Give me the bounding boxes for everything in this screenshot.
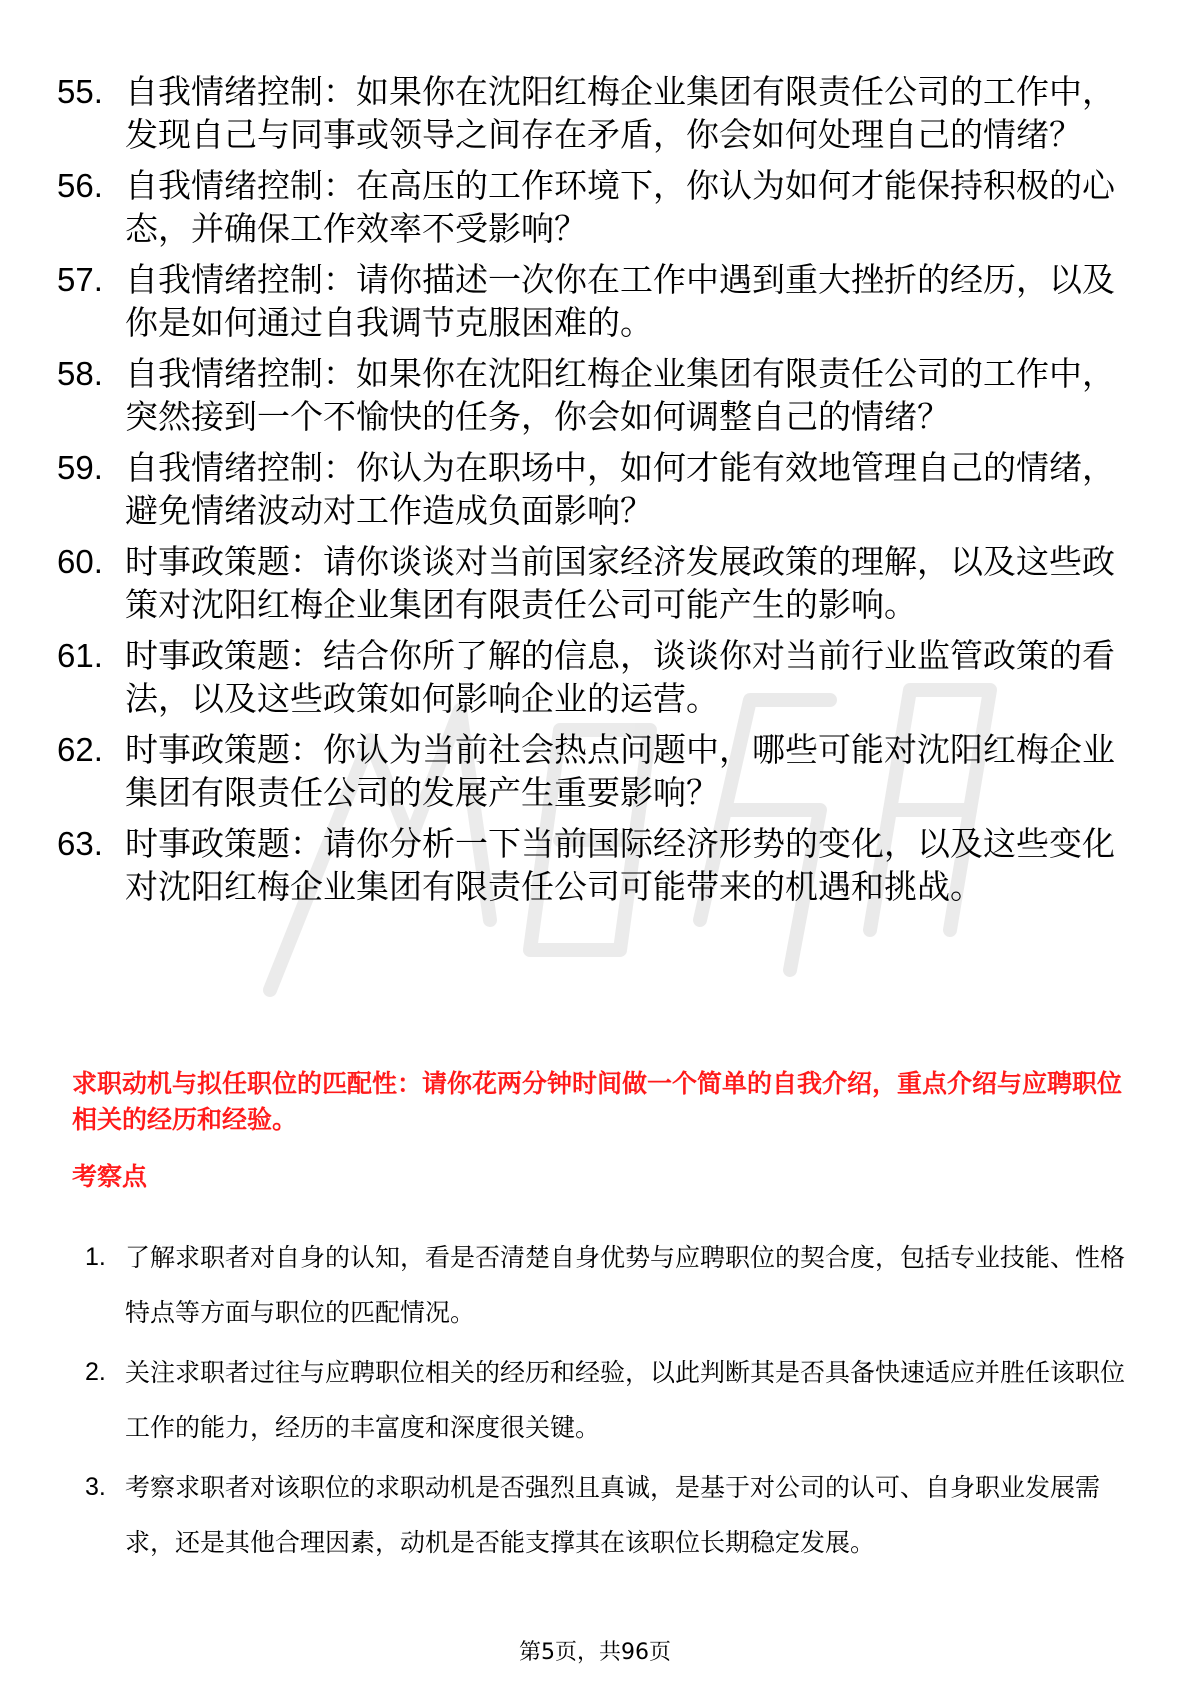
point-number: 1. <box>85 1243 106 1271</box>
point-text: 关注求职者过往与应聘职位相关的经历和经验，以此判断其是否具备快速适应并胜任该职位工作的能力，经历的丰富度和深度很关键。 <box>125 1358 1126 1442</box>
point-text: 考察求职者对该职位的求职动机是否强烈且真诚，是基于对公司的认可、自身职业发展需求，还是其他合理因素，动机是否能支撑其在该职位长期稳定发展。 <box>125 1473 1101 1557</box>
question-number: 63. <box>57 825 103 862</box>
points-heading: 考察点 <box>72 1162 148 1191</box>
question-item <box>57 540 1137 626</box>
question-list <box>57 70 1137 908</box>
page-footer: 第5页，共96页 <box>519 1640 671 1665</box>
point-number: 3. <box>85 1473 106 1501</box>
question-text: 时事政策题：结合你所了解的信息，谈谈你对当前行业监管政策的看法，以及这些政策如何影响企业的运营。 <box>125 636 1115 718</box>
point-item <box>85 1230 1125 1340</box>
question-number: 62. <box>57 731 103 768</box>
question-text: 自我情绪控制：如果你在沈阳红梅企业集团有限责任公司的工作中，发现自己与同事或领导之间存在矛盾，你会如何处理自己的情绪？ <box>125 72 1115 154</box>
question-item <box>57 634 1137 720</box>
question-item <box>57 728 1137 814</box>
question-number: 60. <box>57 543 103 580</box>
question-item <box>57 822 1137 908</box>
question-text: 自我情绪控制：在高压的工作环境下，你认为如何才能保持积极的心态，并确保工作效率不受影响？ <box>125 166 1115 248</box>
question-item <box>57 70 1137 156</box>
point-text: 了解求职者对自身的认知，看是否清楚自身优势与应聘职位的契合度，包括专业技能、性格特点等方面与职位的匹配情况。 <box>125 1243 1126 1327</box>
question-number: 55. <box>57 73 103 110</box>
points-list <box>85 1230 1125 1575</box>
question-item <box>57 164 1137 250</box>
question-item <box>57 352 1137 438</box>
question-item <box>57 446 1137 532</box>
point-number: 2. <box>85 1358 106 1386</box>
question-text: 自我情绪控制：如果你在沈阳红梅企业集团有限责任公司的工作中，突然接到一个不愉快的任务，你会如何调整自己的情绪？ <box>125 354 1115 436</box>
question-text: 时事政策题：你认为当前社会热点问题中，哪些可能对沈阳红梅企业集团有限责任公司的发展产生重要影响？ <box>125 730 1115 812</box>
question-number: 57. <box>57 261 103 298</box>
question-number: 59. <box>57 449 103 486</box>
question-text: 自我情绪控制：请你描述一次你在工作中遇到重大挫折的经历，以及你是如何通过自我调节克服困难的。 <box>125 260 1115 342</box>
point-item <box>85 1345 1125 1455</box>
question-number: 61. <box>57 637 103 674</box>
question-item <box>57 258 1137 344</box>
question-text: 时事政策题：请你分析一下当前国际经济形势的变化，以及这些变化对沈阳红梅企业集团有限责任公司可能带来的机遇和挑战。 <box>125 824 1115 906</box>
point-item <box>85 1460 1125 1570</box>
question-text: 时事政策题：请你谈谈对当前国家经济发展政策的理解，以及这些政策对沈阳红梅企业集团有限责任公司可能产生的影响。 <box>125 542 1115 624</box>
section-title: 求职动机与拟任职位的匹配性：请你花两分钟时间做一个简单的自我介绍，重点介绍与应聘职位相关的经历和经验。 <box>72 1069 1123 1134</box>
question-number: 56. <box>57 167 103 204</box>
question-number: 58. <box>57 355 103 392</box>
question-text: 自我情绪控制：你认为在职场中，如何才能有效地管理自己的情绪，避免情绪波动对工作造成负面影响？ <box>125 448 1115 530</box>
